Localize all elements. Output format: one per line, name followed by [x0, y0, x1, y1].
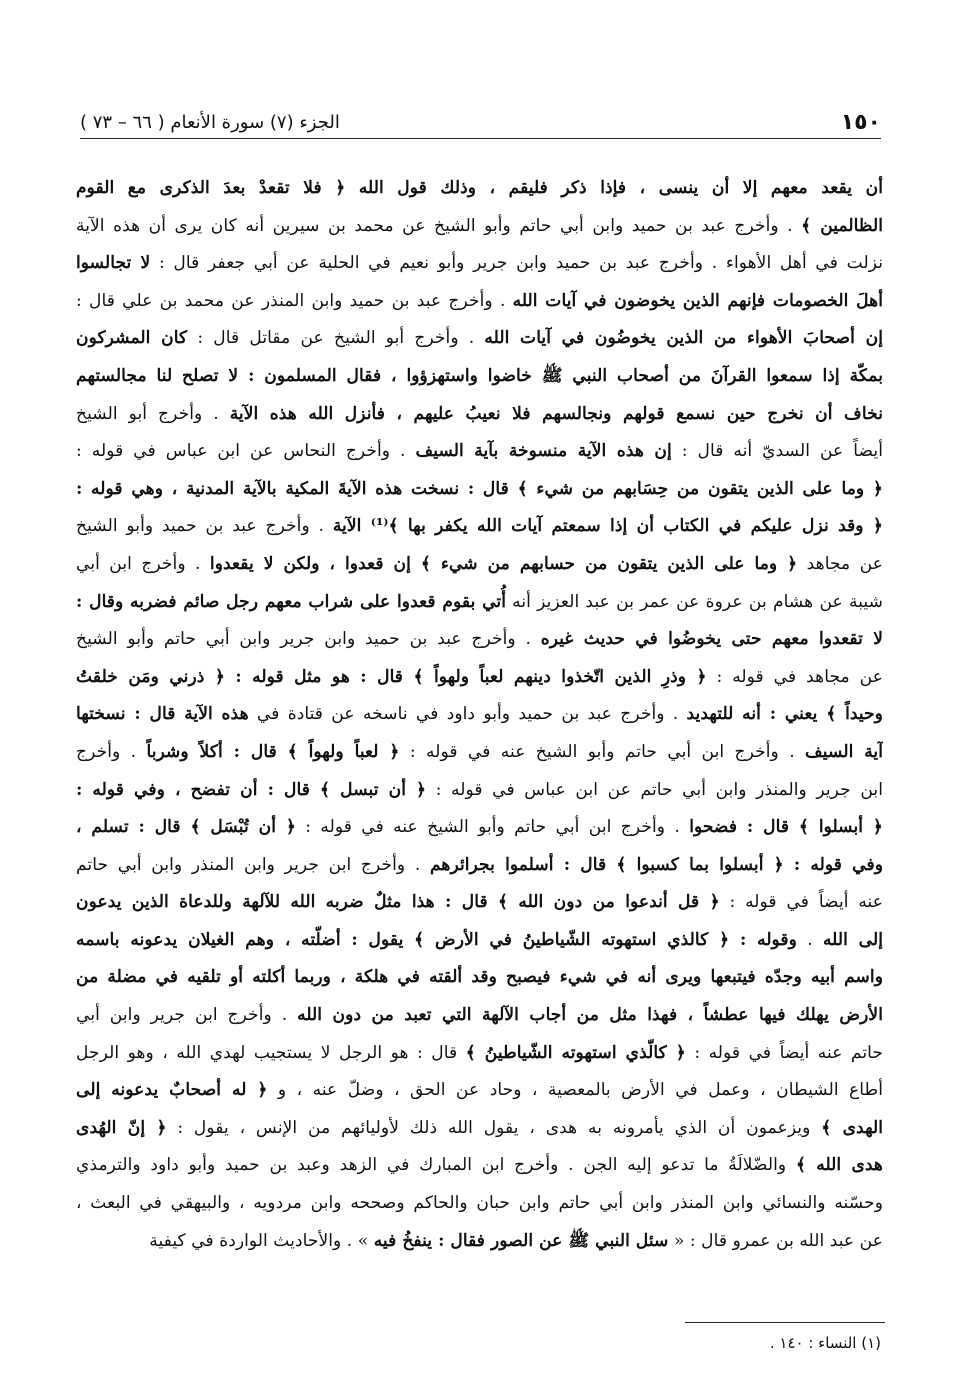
text-segment: . وأخرج ابن أبي: [76, 553, 210, 574]
text-segment: ابن جرير والمنذر وابن أبي حاتم عن ابن عباس في قوله :: [426, 779, 883, 800]
bold-text-segment: إن هذه الآية منسوخة بآية السيف: [415, 441, 672, 462]
text-line: [76, 433, 883, 471]
text-line: [76, 396, 883, 434]
bold-text-segment: بمكّة إذا سمعوا القرآنَ من أصحاب النبي ﷺ خاضوا واستهزؤوا ، فقال المسلمون : لا تصلح لنا مجالستهم: [76, 365, 883, 386]
text-line: [76, 1147, 883, 1185]
text-line: [76, 170, 883, 208]
text-line: [76, 696, 883, 734]
text-segment: . وأخرج عبد بن حميد وابن جرير وابن أبي حاتم وأبو الشيخ: [76, 629, 541, 650]
text-line: [76, 1072, 883, 1110]
footnote: (١) النساء : ١٤٠ .: [769, 1334, 881, 1352]
bold-text-segment: أُتي بقوم قعدوا على شراب معهم رجل صائم فضربه وقال :: [76, 591, 506, 612]
text-segment: حاتم عنه أيضاً في قوله :: [685, 1042, 883, 1063]
text-line: [76, 245, 883, 283]
text-segment: عن مجاهد: [797, 553, 883, 574]
bold-text-segment: ﴿ كالّذي استهوته الشّياطينُ ﴾: [465, 1042, 686, 1063]
bold-text-segment: وحيداً ﴾ يعني : أنه للتهديد: [686, 704, 883, 725]
bold-text-segment: نخاف أن نخرج حين نسمع قولهم ونجالسهم فلا نعيبُ عليهم ، فأنزل الله هذه الآية: [229, 403, 883, 424]
text-line: [76, 922, 883, 960]
bold-text-segment: ﴿ قل أندعوا من دون الله ﴾ قال : هذا مثلٌ ضربه الله للآلهة وللدعاة الذين يدعون: [76, 892, 720, 913]
bold-text-segment: أن يقعد معهم إلا أن ينسى ، فإذا ذكر فليقم ، وذلك قول الله ﴿ فلا تقعدْ بعدَ الذكرى مع القوم: [76, 178, 883, 198]
page-header: [80, 104, 881, 139]
bold-text-segment: الهدى ﴾: [821, 1117, 883, 1138]
text-line: [76, 358, 883, 396]
bold-text-segment: كان المشركون: [76, 328, 188, 349]
text-segment: » . والأحاديث الواردة في كيفية: [149, 1230, 374, 1251]
text-segment: . وأخرج عبد بن حميد وابن أبي حاتم وأبو الشيخ عن محمد بن سيرين أنه كان يرى أن هذه الآية: [76, 215, 802, 236]
text-line: [76, 471, 883, 509]
bold-text-segment: ﴿ أن تبسل ﴾ قال : أن تفضح ، وفي قوله :: [76, 779, 427, 800]
text-line: [76, 659, 883, 697]
text-segment: والضّلالَةُ ما تدعو إليه الجن . وأخرج ابن المبارك في الزهد وعبد بن حميد وأبو داود والترمذي: [76, 1155, 796, 1176]
text-line: [76, 208, 883, 246]
text-segment: عن عبد الله بن عمرو قال : «: [668, 1230, 883, 1251]
running-title: الجزء (٧) سورة الأنعام ( ٦٦ – ٧٣ ): [80, 112, 340, 133]
text-segment: عنه أيضاً في قوله :: [719, 892, 883, 913]
bold-text-segment: ﴿ أن تُبْسَل ﴾ قال : تسلم ،: [76, 817, 296, 838]
text-segment: نزلت في أهل الأهواء . وأخرج عبد بن حميد وابن جرير وأبو نعيم في الحلية عن أبي جعفر قال :: [150, 253, 883, 274]
text-segment: .: [796, 929, 823, 950]
bold-text-segment: سئل النبي ﷺ عن الصور فقال : ينفخُ فيه: [373, 1230, 669, 1251]
bold-text-segment: أهلَ الخصومات فإنهم الذين يخوضون في آيات الله: [512, 290, 883, 311]
text-line: [76, 884, 883, 922]
bold-text-segment: الظالمين ﴾: [801, 215, 883, 236]
text-segment: . وأخرج أبو الشيخ: [76, 403, 230, 424]
bold-text-segment: هدى الله ﴾: [795, 1155, 883, 1176]
text-segment: . وأخرج النحاس عن ابن عباس في قوله :: [76, 441, 416, 462]
bold-text-segment: ﴿ وما على الذين يتقون من حِسَابهم من شيء ﴾ قال : نسخت هذه الآيةَ المكية بالآية المدنية ، وهي قوله :: [76, 478, 883, 499]
text-segment: وحسّنه والنسائي وابن المنذر وابن أبي حاتم وابن حبان والحاكم وصححه وابن مردويه ، والبيهقي في البعث ،: [76, 1193, 883, 1214]
text-line: [76, 1110, 883, 1148]
text-segment: . وأخرج ابن جرير وابن المنذر وابن أبي حاتم: [76, 854, 430, 875]
text-line: [76, 809, 883, 847]
text-line: [76, 847, 883, 885]
text-segment: . وأخرج ابن جرير وابن أبي: [76, 1005, 298, 1026]
text-line: [76, 1223, 883, 1261]
bold-text-segment: إن أصحابَ الأهواء من الذين يخوضُون في آيات الله: [484, 328, 883, 349]
bold-text-segment: ﴿ وقد نزل عليكم في الكتاب أن إذا سمعتم آيات الله يكفر بها ﴾⁽¹⁾ الآية: [332, 516, 883, 537]
text-line: [76, 546, 883, 584]
bold-text-segment: واسم أبيه وجدّه فيتبعها ويرى أنه في شيء فيصبح وقد ألقته في هلكة ، وربما أكلته أو تلقيه في مضلة من: [76, 967, 883, 988]
text-line: [76, 508, 883, 546]
bold-text-segment: ﴿ لعباً ولهواً ﴾ قال : أكلاً وشرباً: [146, 741, 400, 762]
bold-text-segment: هذه الآية قال : نسختها: [76, 704, 249, 725]
main-text: [76, 170, 883, 1300]
text-line: [76, 1035, 883, 1073]
text-segment: . وأخرج عبد بن حميد وأبو الشيخ: [76, 516, 333, 537]
footnote-separator: [685, 1322, 885, 1323]
text-line: [76, 997, 883, 1035]
text-line: [76, 283, 883, 321]
text-segment: أيضاً عن السديّ أنه قال :: [671, 441, 883, 462]
text-segment: شيبة عن هشام بن عروة عن عمر بن عبد العزيز أنه: [505, 591, 883, 612]
text-segment: قال : هو الرجل لا يستجيب لهدي الله ، وهو الرجل: [76, 1042, 466, 1063]
bold-text-segment: إلى الله: [822, 929, 883, 950]
text-segment: ويزعمون أن الذي يأمرونه به هدى ، يقول الله ذلك لأوليائهم من الإنس ، يقول :: [166, 1117, 822, 1138]
bold-text-segment: لا تقعدوا معهم حتى يخوضُوا في حديث غيره: [540, 629, 883, 650]
bold-text-segment: وفي قوله : ﴿ أبسلوا بما كسبوا ﴾ قال : أسلموا بجرائرهم: [429, 854, 883, 875]
page-number: ١٥٠: [840, 110, 881, 135]
bold-text-segment: وقوله : ﴿ كالذي استهوته الشّياطينُ في الأرض ﴾ يقول : أضلّته ، وهم الغيلان يدعونه باسمه: [76, 929, 797, 950]
text-line: [76, 621, 883, 659]
text-segment: أطاع الشيطان ، وعمل في الأرض بالمعصية ، وحاد عن الحق ، وضلّ عنه ، و: [267, 1080, 883, 1101]
bold-text-segment: لا تجالسوا: [76, 253, 151, 274]
text-segment: . وأخرج: [76, 741, 147, 762]
bold-text-segment: آية السيف: [805, 741, 883, 762]
text-line: [76, 734, 883, 772]
text-line: [76, 959, 883, 997]
text-line: [76, 1185, 883, 1223]
bold-text-segment: الأرض يهلك فيها عطشاً ، فهذا مثل من أجاب الآلهة التي تعبد من دون الله: [297, 1005, 883, 1026]
text-line: [76, 772, 883, 810]
bold-text-segment: ﴿ له أصحابٌ يدعونه إلى: [76, 1080, 268, 1101]
text-line: [76, 584, 883, 622]
text-segment: . وأخرج عبد بن حميد وابن المنذر عن محمد بن علي قال :: [76, 290, 513, 311]
bold-text-segment: ﴿ وذرِ الذين اتّخذوا دينهم لعباً ولهواً ﴾ قال : هو مثل قوله : ﴿ ذرني ومَن خلقتُ: [76, 666, 707, 687]
bold-text-segment: ﴿ أبسلوا ﴾ قال : فضحوا: [689, 817, 883, 838]
text-line: [76, 320, 883, 358]
text-segment: . وأخرج ابن أبي حاتم وأبو الشيخ عنه في قوله :: [399, 741, 806, 762]
bold-text-segment: ﴿ إنّ الهُدى: [76, 1117, 167, 1138]
text-segment: عن مجاهد في قوله :: [706, 666, 883, 687]
text-segment: . وأخرج ابن أبي حاتم وأبو الشيخ عنه في قوله :: [295, 817, 690, 838]
text-segment: . وأخرج عبد بن حميد وأبو داود في ناسخه عن قتادة في: [248, 704, 687, 725]
text-segment: . وأخرج أبو الشيخ عن مقاتل قال :: [187, 328, 485, 349]
bold-text-segment: ﴿ وما على الذين يتقون من حسابهم من شيء ﴾ إن قعدوا ، ولكن لا يقعدوا: [209, 553, 798, 574]
